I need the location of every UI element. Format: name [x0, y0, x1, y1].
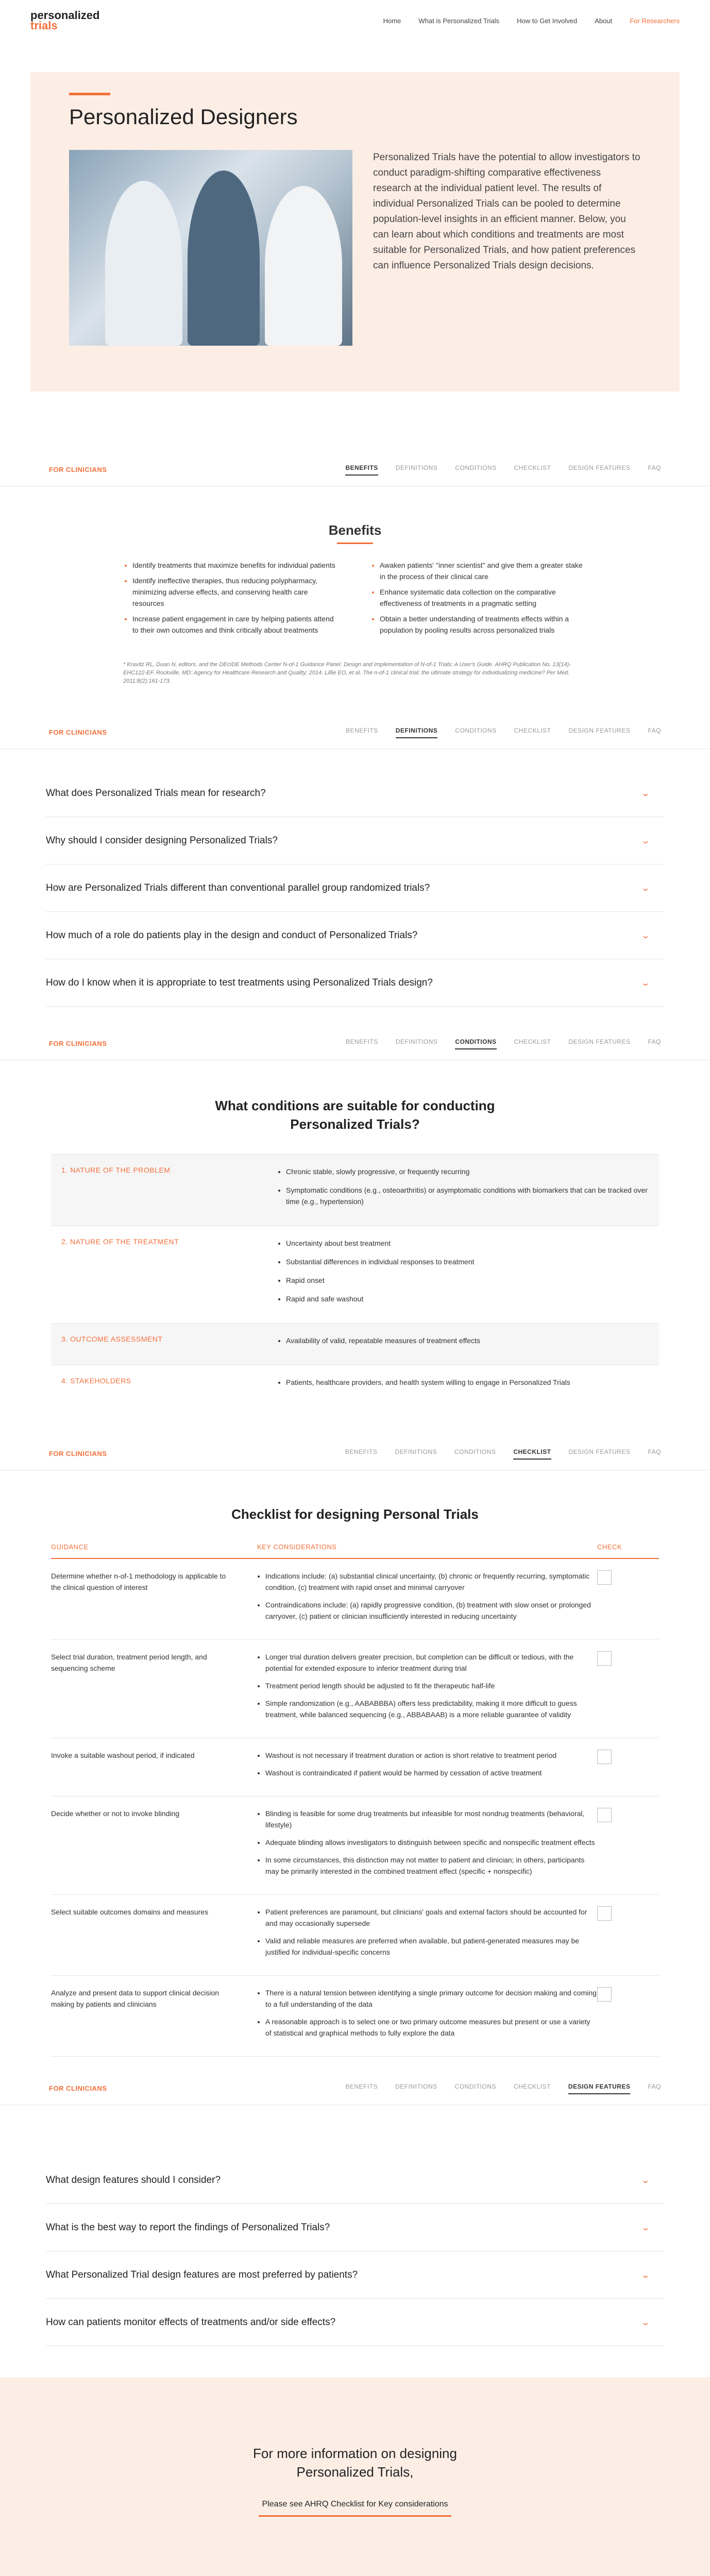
tab-benefits[interactable]: BENEFITS — [346, 1038, 378, 1045]
conditions-title: What conditions are suitable for conducting Personalized Trials? — [215, 1098, 495, 1132]
chevron-down-icon: ⌄ — [640, 2270, 650, 2280]
chevron-down-icon: ⌄ — [640, 978, 650, 988]
checklist-checkbox[interactable] — [597, 1651, 612, 1666]
tab-conditions[interactable]: CONDITIONS — [454, 2082, 496, 2090]
condition-item: • Rapid onset — [286, 1275, 649, 1286]
condition-item: • Chronic stable, slowly progressive, or frequently recurring — [286, 1166, 649, 1177]
checklist-title: Checklist for designing Personal Trials — [231, 1506, 479, 1522]
checklist-checkbox[interactable] — [597, 1570, 612, 1585]
conditions-section — [0, 1060, 710, 1437]
checklist-item: • Valid and reliable measures are preferred when available, but patient-generated measures may be justified for individual-specific concerns — [265, 1935, 597, 1958]
nav-get-involved[interactable]: How to Get Involved — [517, 16, 578, 25]
checklist-item: • A reasonable approach is to select one or two primary outcome measures but present or use a variety of statistical and graphical methods to fully explore the data — [265, 2016, 597, 2039]
top-nav — [383, 17, 680, 25]
benefit-item: • Awaken patients' "inner scientist" and give them a greater stake in the process of their clinical care — [380, 560, 587, 582]
tab-checklist[interactable]: CHECKLIST — [514, 464, 551, 471]
more-info-cta — [0, 2377, 710, 2576]
checklist-item: • Treatment period length should be adjusted to fit the therapeutic half-life — [265, 1680, 597, 1691]
tab-design-features[interactable]: DESIGN FEATURES — [568, 1038, 631, 1045]
tab-faq[interactable]: FAQ — [648, 464, 661, 471]
condition-row — [51, 1365, 659, 1406]
benefit-item: • Enhance systematic data collection on the comparative effectiveness of treatments in a pragmatic setting — [380, 586, 587, 609]
accordion-question: What is the best way to report the findings of Personalized Trials? — [46, 2222, 330, 2233]
checklist-row — [51, 1895, 659, 1976]
tab-definitions[interactable]: DEFINITIONS — [395, 2082, 437, 2090]
condition-key: 1. NATURE OF THE PROBLEM — [61, 1166, 171, 1174]
checklist-section — [0, 1470, 710, 2072]
benefits-section — [0, 486, 710, 716]
nav-for-researchers[interactable]: For Researchers — [630, 16, 680, 25]
checklist-row — [51, 1640, 659, 1738]
accordion-item[interactable] — [46, 2157, 664, 2204]
section-tabs-benefits — [0, 453, 710, 486]
condition-row — [51, 1226, 659, 1323]
checklist-header — [51, 1543, 659, 1559]
for-clinicians-label: FOR CLINICIANS — [49, 1040, 107, 1047]
checklist-item: • Washout is not necessary if treatment duration or action is short relative to treatment period — [265, 1750, 597, 1761]
checklist-row — [51, 1738, 659, 1797]
benefits-underline — [337, 543, 373, 544]
design-features-faq — [46, 2157, 664, 2346]
col-key-considerations: KEY CONSIDERATIONS — [257, 1543, 337, 1551]
accordion-question: What design features should I consider? — [46, 2174, 221, 2185]
tab-conditions[interactable]: CONDITIONS — [455, 464, 497, 471]
tab-faq[interactable]: FAQ — [648, 2082, 661, 2090]
logo-line1: personalized — [30, 9, 100, 22]
checklist-checkbox[interactable] — [597, 1750, 612, 1764]
col-guidance: GUIDANCE — [51, 1543, 89, 1551]
nav-what-is[interactable]: What is Personalized Trials — [418, 16, 500, 25]
tab-conditions[interactable]: CONDITIONS — [455, 726, 497, 734]
section-tabs-checklist — [0, 1437, 710, 1470]
checklist-checkbox[interactable] — [597, 1808, 612, 1822]
checklist-row — [51, 1797, 659, 1895]
checklist-item: • Washout is contraindicated if patient would be harmed by cessation of active treatment — [265, 1767, 597, 1778]
accordion-item[interactable] — [46, 2299, 664, 2346]
checklist-item: • Patient preferences are paramount, but clinicians' goals and external factors should be accounted for and may occasionally supersede — [265, 1906, 597, 1929]
hero-photo — [69, 150, 352, 346]
chevron-down-icon: ⌄ — [640, 884, 650, 893]
accordion-item[interactable] — [46, 912, 664, 959]
accordion-item[interactable] — [46, 817, 664, 865]
benefit-item: • Identify treatments that maximize benefits for individual patients — [132, 560, 340, 571]
tab-conditions[interactable]: CONDITIONS — [454, 1448, 496, 1455]
tab-checklist[interactable]: CHECKLIST — [514, 1038, 551, 1045]
condition-item: • Patients, healthcare providers, and health system willing to engage in Personalized Trials — [286, 1377, 649, 1388]
hero-accent-bar — [69, 93, 110, 95]
checklist-row — [51, 1559, 659, 1640]
tab-design-features[interactable]: DESIGN FEATURES — [568, 464, 631, 471]
site-logo[interactable] — [30, 10, 99, 31]
tab-definitions[interactable]: DEFINITIONS — [395, 1038, 438, 1045]
ahrq-checklist-link[interactable]: Please see AHRQ Checklist for Key considerations — [259, 2494, 451, 2517]
accordion-item[interactable] — [46, 959, 664, 1007]
accordion-item[interactable] — [46, 770, 664, 817]
for-clinicians-label: FOR CLINICIANS — [49, 1450, 107, 1458]
accordion-item[interactable] — [46, 865, 664, 912]
checklist-item: • There is a natural tension between identifying a single primary outcome for decision making and coming to a full understanding of the data — [265, 1987, 597, 2010]
condition-item: • Availability of valid, repeatable measures of treatment effects — [286, 1335, 649, 1346]
cta-title: For more information on designing Personalized Trials, — [253, 2445, 457, 2480]
checklist-item: • In some circumstances, this distinction may not matter to patient and clinician; in others, participants may be primarily interested in the combined treatment effect (specific + nonspecific) — [265, 1854, 597, 1877]
checklist-item: • Simple randomization (e.g., AABABBBA) offers less predictability, making it more difficult to guess treatment, while balanced sequencing (e.g., ABBABAAB) is a more reliable guarantee of validity — [265, 1698, 597, 1720]
checklist-guidance: Select trial duration, treatment period length, and sequencing scheme — [51, 1653, 207, 1672]
col-check: CHECK — [597, 1543, 622, 1551]
tab-benefits[interactable]: BENEFITS — [345, 464, 378, 476]
tab-definitions[interactable]: DEFINITIONS — [395, 1448, 437, 1455]
section-tabs-conditions — [0, 1027, 710, 1060]
section-tabs-definitions — [0, 716, 710, 749]
checklist-item: • Adequate blinding allows investigators to distinguish between specific and nonspecific treatment effects — [265, 1837, 597, 1848]
for-clinicians-label: FOR CLINICIANS — [49, 466, 107, 473]
tab-faq[interactable]: FAQ — [648, 1038, 661, 1045]
tab-checklist[interactable]: CHECKLIST — [513, 1448, 551, 1460]
definitions-faq — [46, 770, 664, 1007]
section-tabs-design-features — [0, 2072, 710, 2105]
accordion-question: What does Personalized Trials mean for research? — [46, 787, 266, 799]
chevron-down-icon: ⌄ — [640, 836, 650, 845]
checklist-guidance: Analyze and present data to support clinical decision making by patients and clinicians — [51, 1989, 219, 2008]
chevron-down-icon: ⌄ — [640, 2223, 650, 2232]
tab-benefits[interactable]: BENEFITS — [346, 726, 378, 734]
checklist-item: • Blinding is feasible for some drug treatments but infeasible for most nondrug treatments (behavioral, lifestyle) — [265, 1808, 597, 1831]
tab-benefits[interactable]: BENEFITS — [345, 1448, 378, 1455]
page-title: Personalized Designers — [69, 105, 298, 129]
tab-definitions[interactable]: DEFINITIONS — [395, 464, 438, 471]
benefits-footnote: * Kravitz RL, Duan N, editors, and the DEcIDE Methods Center N-of-1 Guidance Panel. Design and Implementation of N-of-1 Trials: A User's Guide. AHRQ Publication No. 13(14)-EHC122-EF. Rockville, MD: Agency for Healthcare Research and Quality; 2014. Lillie EO, et al. The n-of-1 clinical trial: the ultimate strategy for individualizing medicine? Per Med. 2011;8(2):161-173. — [123, 662, 571, 684]
condition-key: 4. STAKEHOLDERS — [61, 1377, 131, 1385]
chevron-down-icon: ⌄ — [640, 931, 650, 940]
benefit-item: • Identify ineffective therapies, thus reducing polypharmacy, minimizing adverse effects, and conserving health care resources — [132, 575, 340, 609]
accordion-item[interactable] — [46, 2204, 664, 2251]
condition-item: • Rapid and safe washout — [286, 1293, 649, 1304]
condition-item: • Uncertainty about best treatment — [286, 1238, 649, 1249]
checklist-item: • Longer trial duration delivers greater precision, but completion can be difficult or tedious, with the potential for extended exposure to inferior treatment during trial — [265, 1651, 597, 1674]
hero — [30, 72, 680, 392]
checklist-guidance: Invoke a suitable washout period, if indicated — [51, 1751, 195, 1759]
tab-checklist[interactable]: CHECKLIST — [514, 726, 551, 734]
tab-benefits[interactable]: BENEFITS — [345, 2082, 378, 2090]
chevron-down-icon: ⌄ — [640, 2318, 650, 2327]
benefit-item: • Increase patient engagement in care by helping patients attend to their own outcomes and think critically about treatments — [132, 613, 340, 636]
checklist-guidance: Decide whether or not to invoke blinding — [51, 1809, 180, 1818]
tab-design-features[interactable]: DESIGN FEATURES — [568, 1448, 631, 1455]
benefits-title: Benefits — [328, 522, 382, 538]
for-clinicians-label: FOR CLINICIANS — [49, 2084, 107, 2092]
tab-design-features[interactable]: DESIGN FEATURES — [568, 2083, 631, 2094]
tab-faq[interactable]: FAQ — [648, 1448, 661, 1455]
tab-design-features[interactable]: DESIGN FEATURES — [568, 726, 631, 734]
tab-checklist[interactable]: CHECKLIST — [514, 2082, 551, 2090]
tab-faq[interactable]: FAQ — [648, 726, 661, 734]
conditions-table — [51, 1154, 659, 1406]
condition-row — [51, 1154, 659, 1226]
checklist-checkbox[interactable] — [597, 1906, 612, 1921]
logo-line2: trials — [30, 19, 58, 32]
tab-definitions[interactable]: DEFINITIONS — [396, 727, 438, 738]
condition-item: • Substantial differences in individual responses to treatment — [286, 1256, 649, 1267]
checklist-guidance: Select suitable outcomes domains and measures — [51, 1908, 209, 1916]
condition-key: 3. OUTCOME ASSESSMENT — [61, 1335, 163, 1343]
nav-home[interactable]: Home — [383, 16, 401, 25]
checklist-checkbox[interactable] — [597, 1987, 612, 2002]
condition-row — [51, 1323, 659, 1365]
nav-about[interactable]: About — [595, 16, 613, 25]
accordion-question: What Personalized Trial design features are most preferred by patients? — [46, 2269, 358, 2280]
benefit-item: • Obtain a better understanding of treatments effects within a population by pooling results across personalized trials — [380, 613, 587, 636]
checklist-item: • Contraindications include: (a) rapidly progressive condition, (b) treatment with slow onset or prolonged carryover, (c) patient or clinician insufficiently interested in reducing uncertainty — [265, 1599, 597, 1622]
for-clinicians-label: FOR CLINICIANS — [49, 728, 107, 736]
checklist-guidance: Determine whether n-of-1 methodology is applicable to the clinical question of interest — [51, 1572, 226, 1591]
accordion-question: How are Personalized Trials different than conventional parallel group randomized trials? — [46, 882, 430, 893]
chevron-down-icon: ⌄ — [640, 2176, 650, 2185]
accordion-question: How can patients monitor effects of treatments and/or side effects? — [46, 2316, 336, 2328]
condition-item: • Symptomatic conditions (e.g., osteoarthritis) or asymptomatic conditions with biomarkers that can be tracked over time (e.g., hypertension) — [286, 1184, 649, 1207]
accordion-question: How do I know when it is appropriate to test treatments using Personalized Trials design? — [46, 977, 433, 988]
chevron-down-icon: ⌄ — [640, 789, 650, 798]
checklist-item: • Indications include: (a) substantial clinical uncertainty, (b) chronic or frequently recurring, symptomatic condition, (c) treatment with rapid onset and minimal carryover — [265, 1570, 597, 1593]
accordion-question: How much of a role do patients play in the design and conduct of Personalized Trials? — [46, 929, 418, 941]
tab-conditions[interactable]: CONDITIONS — [455, 1038, 496, 1049]
accordion-item[interactable] — [46, 2251, 664, 2299]
condition-key: 2. NATURE OF THE TREATMENT — [61, 1238, 179, 1246]
checklist-row — [51, 1976, 659, 2057]
accordion-question: Why should I consider designing Personalized Trials? — [46, 835, 278, 846]
hero-body: Personalized Trials have the potential to allow investigators to conduct paradigm-shifting comparative effectiveness research at the individual patient level. The results of individual Personalized Trials can be pooled to determine population-level insights in an efficient manner. Below, you can learn about which conditions and treatments are most suitable for Personalized Trials, and how patient preferences can influence Personalized Trials design decisions. — [373, 152, 640, 271]
site-header — [0, 0, 710, 41]
